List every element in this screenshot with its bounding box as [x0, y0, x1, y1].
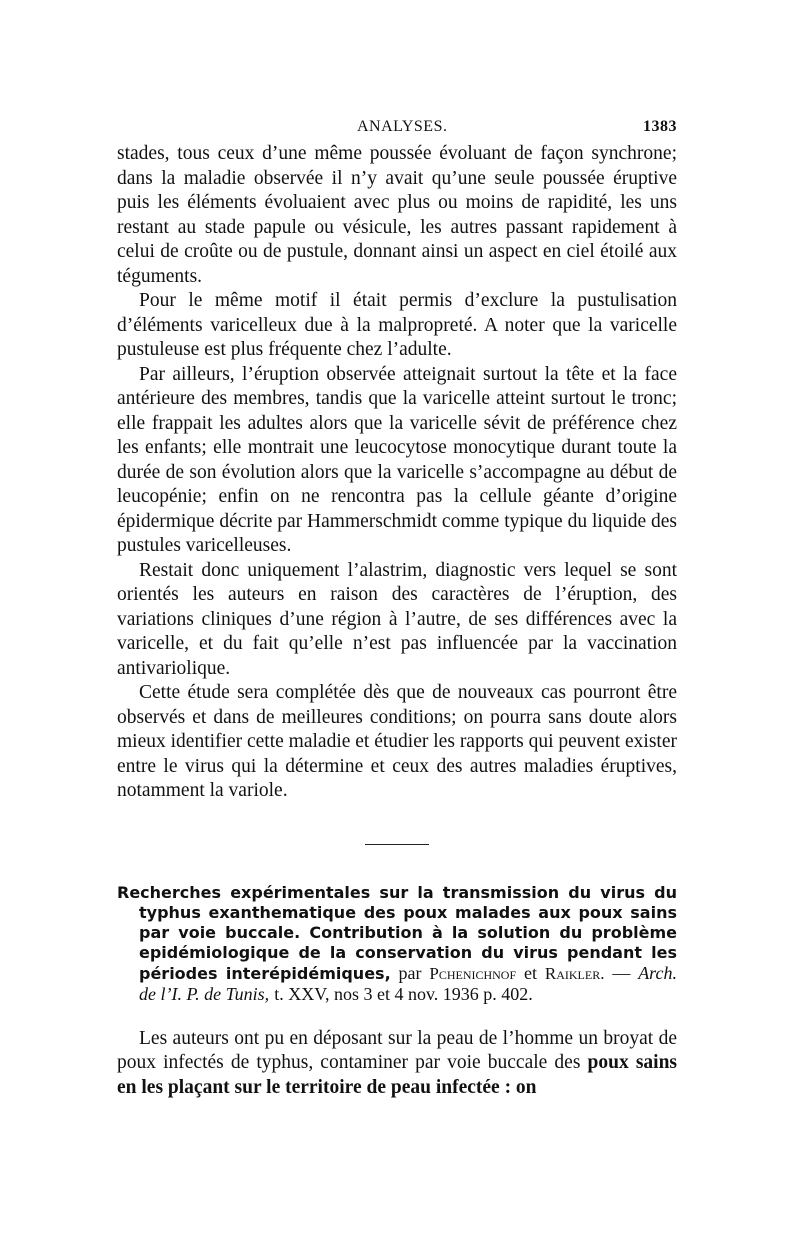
bibliographic-notice — [117, 883, 677, 1005]
paragraph-5: Cette étude sera complétée dès que de nouveaux cas pourront être observés et dans de meilleures conditions; on pourra sans doute alors mieux identifier cette maladie et étudier les rapports qui peuvent exister entre le virus qui la détermine et ceux des autres maladies éruptives, notamment la variole. — [117, 682, 677, 801]
analysis-bold-line: poux sains en les plaçant sur le territoire de peau infectée : on — [117, 1052, 678, 1098]
page-number: 1383 — [643, 118, 677, 135]
paragraph-4: Restait donc uniquement l’alastrim, diagnostic vers lequel se sont orientés les auteurs en raison des caractères de l’éruption, des variations cliniques d’une région à l’autre, de ses différences avec la varicelle, et du fait qu’elle n’est pas influencée par la vaccination antivariolique. — [117, 559, 677, 679]
notice-dash: — — [612, 962, 631, 983]
section-divider — [365, 844, 429, 845]
notice-title: Recherches expérimentales sur la transmission du virus du typhus exanthematique des poux malades aux poux sains par voie buccale. Contribution à la solution du problème epidémiologique de la conservation du virus pendant les périodes interépidémiques, — [117, 882, 677, 983]
analysis-paragraph — [117, 1027, 677, 1101]
paragraph-3: Par ailleurs, l’éruption observée atteignait surtout la tête et la face antérieure des membres, tandis que la varicelle atteint surtout le tronc; elle frappait les adultes alors que la varicelle sévit de préférence chez les enfants; elle montrait une leucocytose monocytique durant toute la durée de son évolution alors que la varicelle s’accompagne au début de leucopénie; enfin on ne rencontra pas la cellule géante d’origine épidermique décrite par Hammerschmidt comme typique du liquide des pustules varicelleuses. — [117, 363, 677, 556]
running-title: ANALYSES. — [357, 118, 448, 135]
paragraph-2: Pour le même motif il était permis d’exclure la pustulisation d’éléments varicelleux due à la malpropreté. A noter que la varicelle pustuleuse est plus fréquente chez l’adulte. — [117, 290, 677, 360]
notice-reference: t. XXV, nos 3 et 4 nov. 1936 p. 402. — [274, 983, 533, 1004]
page — [117, 112, 677, 1100]
paragraph-1: stades, tous ceux d’une même poussée évoluant de façon synchrone; dans la maladie observée il n’y avait qu’une seule poussée éruptive puis les éléments évoluaient avec plus ou moins de rapidité, les uns restant au stade papule ou vésicule, les autres passant rapidement à celui de croûte ou de pustule, donnant ainsi un aspect en ciel étoilé aux téguments. — [117, 143, 677, 287]
running-header — [117, 112, 677, 142]
notice-by: par — [398, 962, 422, 983]
notice-and: et — [524, 962, 538, 983]
notice-author-2: Raikler. — [544, 963, 605, 983]
notice-author-1: Pchenichnof — [429, 963, 517, 983]
analysis-text: Les auteurs ont pu en déposant sur la peau de l’homme un broyat de poux infectés de typhus, contaminer par voie buccale des — [117, 1027, 677, 1073]
notice-journal: Arch. de l’I. P. de Tunis, — [139, 962, 678, 1004]
